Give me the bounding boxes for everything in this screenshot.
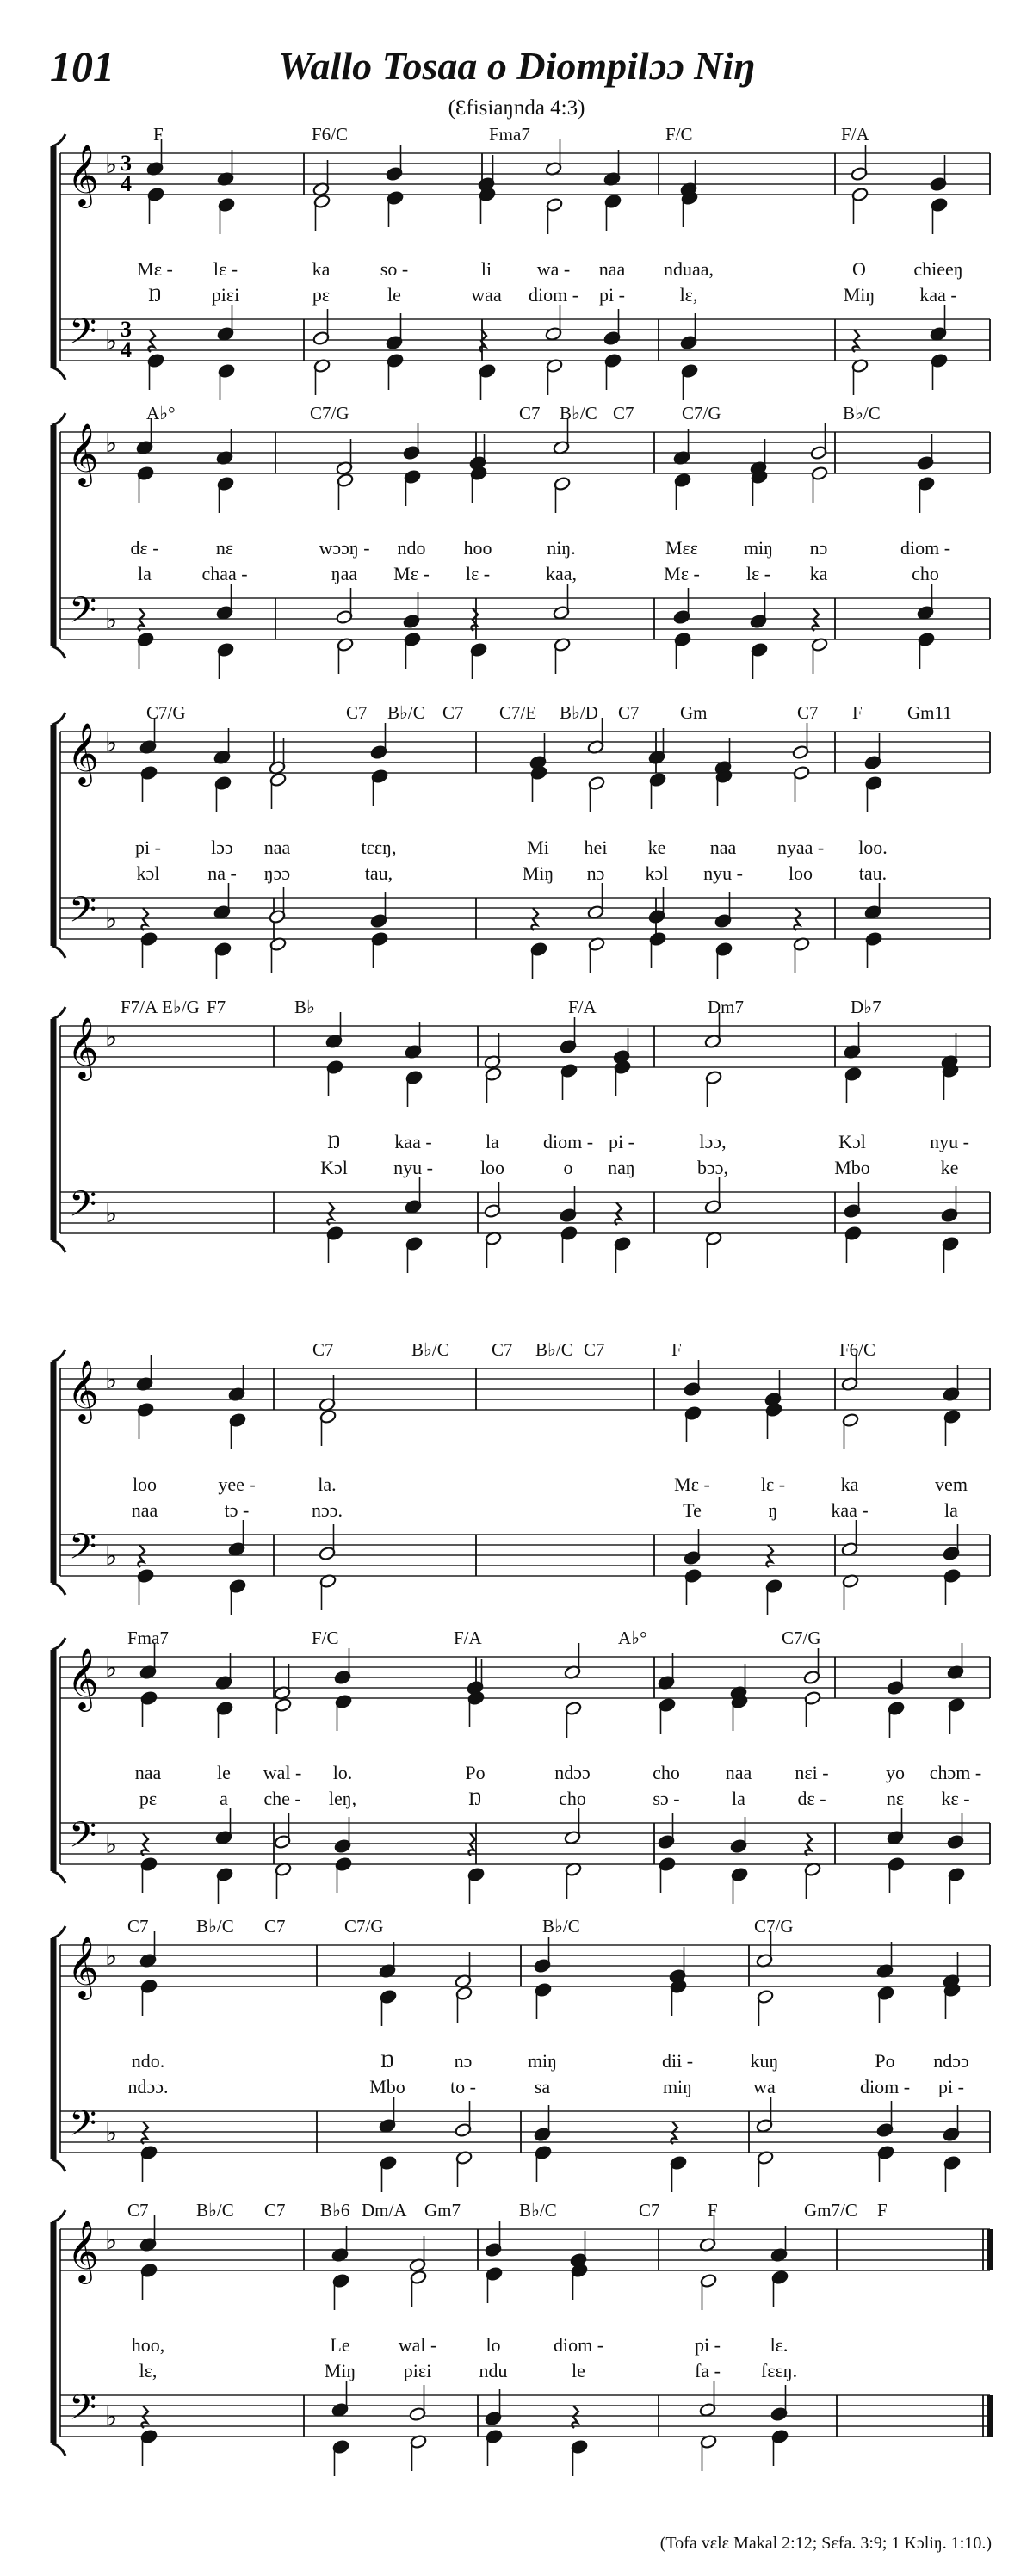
lyric-syllable: lo. — [332, 1762, 353, 1783]
chord-symbol: B♭/C — [196, 1916, 234, 1937]
chord-symbol: F/A — [568, 997, 597, 1017]
key-signature-flat: ♭ — [105, 729, 118, 757]
lyric-syllable: nyu - — [393, 1157, 433, 1178]
lyric-syllable: nɔ — [586, 862, 605, 884]
lyric-syllable: cho — [653, 1762, 680, 1783]
lyric-syllable: Ŋ — [380, 2050, 394, 2072]
staff-system-graphic — [0, 406, 1033, 716]
lyric-syllable: lɛ - — [213, 258, 238, 280]
quarter-rest — [479, 330, 486, 352]
staff-system-graphic — [0, 1919, 1033, 2229]
music-system — [0, 1916, 1033, 2229]
lyric-syllable: nɔɔ. — [311, 1499, 343, 1521]
lyric-syllable: bɔɔ, — [696, 1157, 729, 1178]
staff-system-graphic — [0, 127, 1033, 437]
lyric-syllable: lɛ, — [139, 2360, 158, 2381]
lyric-syllable: ŋaa — [331, 563, 358, 584]
music-system — [0, 1628, 1033, 1941]
lyric-syllable: loo — [788, 862, 813, 884]
chord-symbol: Dm7 — [708, 997, 744, 1017]
time-signature-top: 3 — [121, 151, 132, 176]
bracket-top-hook — [52, 1638, 65, 1650]
bracket-top-hook — [52, 413, 65, 425]
key-signature-flat: ♭ — [105, 606, 118, 634]
chord-symbol: F/A — [841, 124, 869, 145]
quarter-rest — [138, 1545, 145, 1567]
lyric-syllable: dɛ - — [130, 537, 159, 559]
lyric-syllable: lɛ, — [679, 284, 698, 306]
treble-clef: 𝄞 — [67, 725, 99, 783]
lyric-syllable: pi - — [609, 1131, 634, 1152]
chord-symbol: F6/C — [839, 1339, 876, 1360]
lyric-syllable: nɛi - — [795, 1762, 829, 1783]
chord-symbol: B♭/C — [519, 2200, 557, 2221]
lyric-syllable: kaa, — [545, 563, 578, 584]
time-signature-top: 3 — [121, 317, 132, 342]
lyric-syllable: a — [220, 1788, 228, 1809]
music-system — [0, 997, 1033, 1310]
bass-clef: 𝄢 — [69, 2103, 97, 2152]
chord-symbol: C7/G — [310, 403, 349, 423]
bass-clef: 𝄢 — [69, 1815, 97, 1863]
quarter-rest — [615, 1202, 622, 1225]
chord-symbol: C7/G — [146, 702, 186, 723]
chord-symbol: C7 — [264, 1916, 286, 1937]
lyric-syllable: cho — [912, 563, 939, 584]
lyric-syllable: fa - — [695, 2360, 721, 2381]
key-signature-flat: ♭ — [105, 2403, 118, 2431]
lyric-syllable: lɛ - — [760, 1473, 786, 1495]
lyric-syllable: ndɔɔ. — [127, 2076, 169, 2097]
lyric-syllable: Miŋ — [522, 862, 554, 884]
lyric-syllable: pɛ — [139, 1788, 158, 1809]
lyric-syllable: pi - — [135, 837, 161, 858]
lyric-syllable: miŋ — [743, 537, 774, 559]
lyric-syllable: la — [944, 1499, 958, 1521]
chord-symbol: F/A — [454, 1628, 482, 1648]
lyric-syllable: la — [486, 1131, 499, 1152]
lyric-syllable: niŋ. — [547, 537, 576, 559]
lyric-syllable: chaa - — [201, 563, 248, 584]
lyric-syllable: Kɔl — [320, 1157, 348, 1178]
staff-system-graphic — [0, 1000, 1033, 1310]
lyric-syllable: diom - — [528, 284, 579, 306]
lyric-syllable: so - — [380, 258, 409, 280]
lyric-syllable: tau, — [364, 862, 393, 884]
lyric-syllable: Mɛɛ — [665, 537, 699, 559]
lyric-syllable: Le — [330, 2334, 350, 2356]
staff-system-graphic — [0, 706, 1033, 1016]
lyric-syllable: nɔ — [454, 2050, 473, 2072]
quarter-rest — [531, 908, 538, 930]
chord-symbol: B♭/C — [196, 2200, 234, 2221]
lyric-syllable: yee - — [218, 1473, 256, 1495]
lyric-syllable: kaa - — [831, 1499, 869, 1521]
treble-clef: 𝄞 — [67, 146, 99, 205]
bass-clef: 𝄢 — [69, 312, 97, 360]
staff-system-graphic — [0, 1631, 1033, 1941]
quarter-rest — [141, 908, 148, 930]
lyric-syllable: tɔ - — [224, 1499, 250, 1521]
lyric-syllable: Mi — [527, 837, 549, 858]
lyric-syllable: nɔ — [809, 537, 828, 559]
bracket-bottom-hook — [52, 946, 65, 958]
bracket-bottom-hook — [52, 2159, 65, 2171]
chord-symbol: F6/C — [312, 124, 349, 145]
lyric-syllable: kaa - — [394, 1131, 432, 1152]
key-signature-flat: ♭ — [105, 1366, 118, 1394]
lyric-syllable: wa — [753, 2076, 776, 2097]
chord-symbol: B♭6 — [320, 2200, 350, 2221]
bracket-bottom-hook — [52, 2443, 65, 2456]
lyric-syllable: chɔm - — [929, 1762, 982, 1783]
key-signature-flat: ♭ — [105, 1831, 118, 1859]
lyric-syllable: fɛɛŋ. — [760, 2360, 798, 2381]
lyric-syllable: o — [563, 1157, 573, 1178]
lyric-syllable: nyu - — [930, 1131, 969, 1152]
chord-symbol: Gm7/C — [804, 2200, 857, 2221]
lyric-syllable: cho — [559, 1788, 586, 1809]
chord-symbol: C7 — [584, 1339, 605, 1360]
lyric-syllable: na - — [207, 862, 237, 884]
lyric-syllable: piɛi — [403, 2360, 432, 2381]
lyric-syllable: Miŋ — [324, 2360, 356, 2381]
bracket-bottom-hook — [52, 368, 65, 380]
lyric-syllable: vem — [935, 1473, 968, 1495]
chord-symbol: F — [708, 2200, 718, 2221]
bass-clef: 𝄢 — [69, 1184, 97, 1232]
lyric-syllable: lɔɔ — [211, 837, 233, 858]
lyric-syllable: lɔɔ, — [699, 1131, 727, 1152]
lyric-syllable: Ŋ — [468, 1788, 482, 1809]
key-signature-flat: ♭ — [105, 2119, 118, 2147]
lyric-syllable: nɛ — [215, 537, 234, 559]
lyric-syllable: ke — [940, 1157, 959, 1178]
key-signature-flat: ♭ — [105, 327, 118, 355]
lyric-syllable: Mɛ - — [393, 563, 430, 584]
lyric-syllable: loo — [132, 1473, 158, 1495]
lyric-syllable: Te — [683, 1499, 702, 1521]
chord-symbol: B♭/C — [411, 1339, 449, 1360]
lyric-syllable: leŋ, — [328, 1788, 357, 1809]
bass-clef: 𝄢 — [69, 890, 97, 938]
bracket-top-hook — [52, 1926, 65, 1938]
chord-symbol: Gm — [680, 702, 708, 723]
quarter-rest — [468, 1833, 475, 1856]
lyric-syllable: ŋ — [768, 1499, 778, 1521]
lyric-syllable: ka — [840, 1473, 859, 1495]
lyric-syllable: la — [138, 563, 152, 584]
quarter-rest — [794, 908, 801, 930]
bracket-top-hook — [52, 1350, 65, 1362]
lyric-syllable: lo — [486, 2334, 501, 2356]
lyric-syllable: ndo — [397, 537, 426, 559]
treble-clef: 𝄞 — [67, 1938, 99, 1997]
staff-system-graphic — [0, 1343, 1033, 1652]
lyric-syllable: hoo — [463, 537, 492, 559]
lyric-syllable: yo — [886, 1762, 905, 1783]
lyric-syllable: che - — [263, 1788, 301, 1809]
hymn-title: Wallo Tosaa o Diompilɔɔ Niŋ — [278, 44, 755, 88]
lyric-syllable: Mbo — [369, 2076, 405, 2097]
lyric-syllable: Kɔl — [838, 1131, 866, 1152]
lyric-syllable: le — [387, 284, 401, 306]
chord-symbol: B♭/C — [542, 1916, 580, 1937]
chord-symbol: B♭/D — [560, 702, 598, 723]
quarter-rest — [766, 1545, 773, 1567]
chord-symbol: B♭/C — [535, 1339, 573, 1360]
lyric-syllable: kɛ - — [941, 1788, 970, 1809]
chord-symbol: C7/G — [682, 403, 721, 423]
treble-clef: 𝄞 — [67, 1019, 99, 1078]
lyric-syllable: diom - — [542, 1131, 594, 1152]
chord-symbol: B♭/C — [560, 403, 597, 423]
hymn-number: 101 — [50, 42, 114, 90]
quarter-rest — [138, 608, 145, 631]
bracket-top-hook — [52, 1007, 65, 1019]
chord-symbol: B♭/C — [387, 702, 425, 723]
lyric-syllable: ka — [809, 563, 828, 584]
lyric-syllable: dɛ - — [797, 1788, 826, 1809]
lyric-syllable: naa — [263, 837, 291, 858]
lyric-syllable: naa — [131, 1499, 158, 1521]
chord-symbol: C7 — [618, 702, 640, 723]
quarter-rest — [148, 330, 155, 352]
music-system — [0, 702, 1033, 1016]
lyric-syllable: naa — [598, 258, 626, 280]
chord-symbol: Dm/A — [362, 2200, 407, 2221]
bracket-bottom-hook — [52, 1871, 65, 1883]
chord-symbol: Gm7 — [424, 2200, 461, 2221]
lyric-syllable: miŋ — [527, 2050, 558, 2072]
key-signature-flat: ♭ — [105, 905, 118, 934]
lyric-syllable: pi - — [938, 2076, 964, 2097]
chord-symbol: D♭7 — [851, 997, 881, 1017]
chord-symbol: F — [153, 124, 164, 145]
lyric-syllable: Po — [465, 1762, 486, 1783]
chord-symbol: F/C — [665, 124, 693, 145]
lyric-syllable: le — [217, 1762, 231, 1783]
chord-symbol: C7 — [797, 702, 819, 723]
lyric-syllable: sɔ - — [653, 1788, 680, 1809]
chord-symbol: C7 — [264, 2200, 286, 2221]
quarter-rest — [572, 2406, 578, 2428]
chord-symbol: C7/G — [782, 1628, 821, 1648]
bracket-bottom-hook — [52, 646, 65, 658]
chord-symbol: Fma7 — [127, 1628, 169, 1648]
bass-clef: 𝄢 — [69, 1527, 97, 1575]
key-signature-flat: ♭ — [105, 429, 118, 458]
lyric-syllable: pi - — [599, 284, 625, 306]
lyric-syllable: ndu — [479, 2360, 508, 2381]
quarter-rest — [141, 2122, 148, 2144]
lyric-syllable: lɛ - — [745, 563, 771, 584]
quarter-rest — [852, 330, 859, 352]
chord-symbol: C7 — [127, 1916, 149, 1937]
lyric-syllable: kɔl — [645, 862, 669, 884]
lyric-syllable: wa - — [536, 258, 571, 280]
chord-symbol: F/C — [312, 1628, 339, 1648]
lyric-syllable: la — [732, 1788, 745, 1809]
lyric-syllable: Mbo — [834, 1157, 870, 1178]
chord-symbol: B♭/C — [843, 403, 881, 423]
lyric-syllable: tau. — [858, 862, 888, 884]
chord-symbol: C7 — [492, 1339, 513, 1360]
quarter-rest — [812, 608, 819, 631]
lyric-syllable: dii - — [661, 2050, 694, 2072]
treble-clef: 𝄞 — [67, 1362, 99, 1420]
bracket-top-hook — [52, 713, 65, 725]
lyric-syllable: miŋ — [662, 2076, 693, 2097]
lyric-syllable: Po — [875, 2050, 895, 2072]
bass-clef: 𝄢 — [69, 590, 97, 639]
quarter-rest — [141, 2406, 148, 2428]
time-signature-bottom: 4 — [121, 171, 132, 196]
chord-symbol: C7/G — [344, 1916, 384, 1937]
lyric-syllable: piɛi — [211, 284, 240, 306]
bracket-top-hook — [52, 134, 65, 146]
chord-symbol: F7 — [207, 997, 226, 1017]
bracket-bottom-hook — [52, 1583, 65, 1595]
key-signature-flat: ♭ — [105, 1542, 118, 1571]
lyric-syllable: to - — [450, 2076, 476, 2097]
treble-clef: 𝄞 — [67, 2222, 99, 2281]
lyric-syllable: nyu - — [703, 862, 743, 884]
chord-symbol: C7 — [639, 2200, 660, 2221]
lyric-syllable: Ŋ — [327, 1131, 341, 1152]
lyric-syllable: naa — [709, 837, 737, 858]
bracket-top-hook — [52, 2210, 65, 2222]
lyric-syllable: ŋɔɔ — [263, 862, 291, 884]
key-signature-flat: ♭ — [105, 1943, 118, 1971]
music-system — [0, 1339, 1033, 1652]
chord-symbol: A♭° — [618, 1628, 647, 1648]
chord-symbol: C7 — [346, 702, 368, 723]
lyric-syllable: pɛ — [312, 284, 331, 306]
quarter-rest — [671, 2122, 677, 2144]
lyric-syllable: pi - — [695, 2334, 721, 2356]
lyric-syllable: wɔɔŋ - — [319, 537, 370, 559]
bracket-bottom-hook — [52, 1240, 65, 1252]
lyric-syllable: nduaa, — [663, 258, 714, 280]
treble-clef: 𝄞 — [67, 425, 99, 484]
lyric-syllable: ndɔɔ — [933, 2050, 969, 2072]
time-signature-bottom: 4 — [121, 337, 132, 362]
lyric-syllable: naa — [134, 1762, 162, 1783]
key-signature-flat: ♭ — [105, 1654, 118, 1683]
lyric-syllable: la. — [318, 1473, 337, 1495]
chord-symbol: C7/G — [754, 1916, 794, 1937]
lyric-syllable: Ŋ — [148, 284, 162, 306]
music-system — [0, 124, 1033, 437]
lyric-syllable: O — [852, 258, 866, 280]
lyric-syllable: Mɛ - — [674, 1473, 710, 1495]
lyric-syllable: nyaa - — [776, 837, 825, 858]
lyric-syllable: loo. — [858, 837, 888, 858]
lyric-syllable: wal - — [398, 2334, 437, 2356]
scripture-reference: (Ɛfisiaŋnda 4:3) — [448, 96, 585, 120]
chord-symbol: C7 — [442, 702, 464, 723]
lyric-syllable: le — [572, 2360, 585, 2381]
lyric-syllable: kɔl — [136, 862, 160, 884]
chord-symbol: C7 — [312, 1339, 334, 1360]
chord-symbol: C7 — [613, 403, 634, 423]
chord-symbol: C7 — [519, 403, 541, 423]
bass-clef: 𝄢 — [69, 2388, 97, 2436]
lyric-syllable: kaa - — [919, 284, 957, 306]
lyric-syllable: diom - — [859, 2076, 911, 2097]
lyric-syllable: diom - — [900, 537, 951, 559]
chord-symbol: C7 — [127, 2200, 149, 2221]
chord-symbol: Gm11 — [907, 702, 952, 723]
key-signature-flat: ♭ — [105, 1200, 118, 1228]
chord-symbol: B♭ — [294, 997, 315, 1017]
chord-symbol: F — [877, 2200, 888, 2221]
lyric-syllable: Mɛ - — [664, 563, 700, 584]
lyric-syllable: lɛ. — [770, 2334, 789, 2356]
lyric-syllable: wal - — [263, 1762, 302, 1783]
lyric-syllable: li — [480, 258, 492, 280]
music-system — [0, 403, 1033, 716]
lyric-syllable: naa — [725, 1762, 752, 1783]
lyric-syllable: nɛ — [886, 1788, 905, 1809]
staff-system-graphic — [0, 2203, 1033, 2513]
lyric-syllable: Mɛ - — [137, 258, 173, 280]
quarter-rest — [805, 1833, 812, 1856]
lyric-syllable: chieeŋ — [913, 258, 963, 280]
chord-symbol: C7/E — [499, 702, 537, 723]
key-signature-flat: ♭ — [105, 1023, 118, 1052]
key-signature-flat: ♭ — [105, 151, 118, 179]
music-system — [0, 2200, 1033, 2513]
lyric-syllable: ndo. — [131, 2050, 165, 2072]
lyric-syllable: hei — [584, 837, 608, 858]
quarter-rest — [141, 1833, 148, 1856]
chord-symbol: Fma7 — [489, 124, 530, 145]
lyric-syllable: ke — [647, 837, 666, 858]
chord-symbol: F — [671, 1339, 682, 1360]
lyric-syllable: lɛ - — [465, 563, 491, 584]
key-signature-flat: ♭ — [105, 2227, 118, 2255]
lyric-syllable: naŋ — [608, 1157, 635, 1178]
chord-symbol: F — [852, 702, 863, 723]
lyric-syllable: waa — [471, 284, 502, 306]
treble-clef: 𝄞 — [67, 1650, 99, 1708]
lyric-syllable: sa — [534, 2076, 551, 2097]
chord-symbol: E♭/G — [162, 997, 200, 1017]
chord-symbol: A♭° — [146, 403, 176, 423]
chord-symbol: F7/A — [121, 997, 158, 1017]
lyric-syllable: kuŋ — [750, 2050, 779, 2072]
footnote: (Tofa vɛlɛ Makal 2:12; Sɛfa. 3:9; 1 Kɔliŋ. 1:10.) — [659, 2534, 992, 2553]
lyric-syllable: ka — [312, 258, 331, 280]
lyric-syllable: Miŋ — [843, 284, 875, 306]
lyric-syllable: loo — [479, 1157, 505, 1178]
lyric-syllable: diom - — [553, 2334, 604, 2356]
lyric-syllable: ndɔɔ — [554, 1762, 591, 1783]
lyric-syllable: tɛɛŋ, — [361, 837, 397, 858]
lyric-syllable: hoo, — [131, 2334, 165, 2356]
quarter-rest — [327, 1202, 334, 1225]
